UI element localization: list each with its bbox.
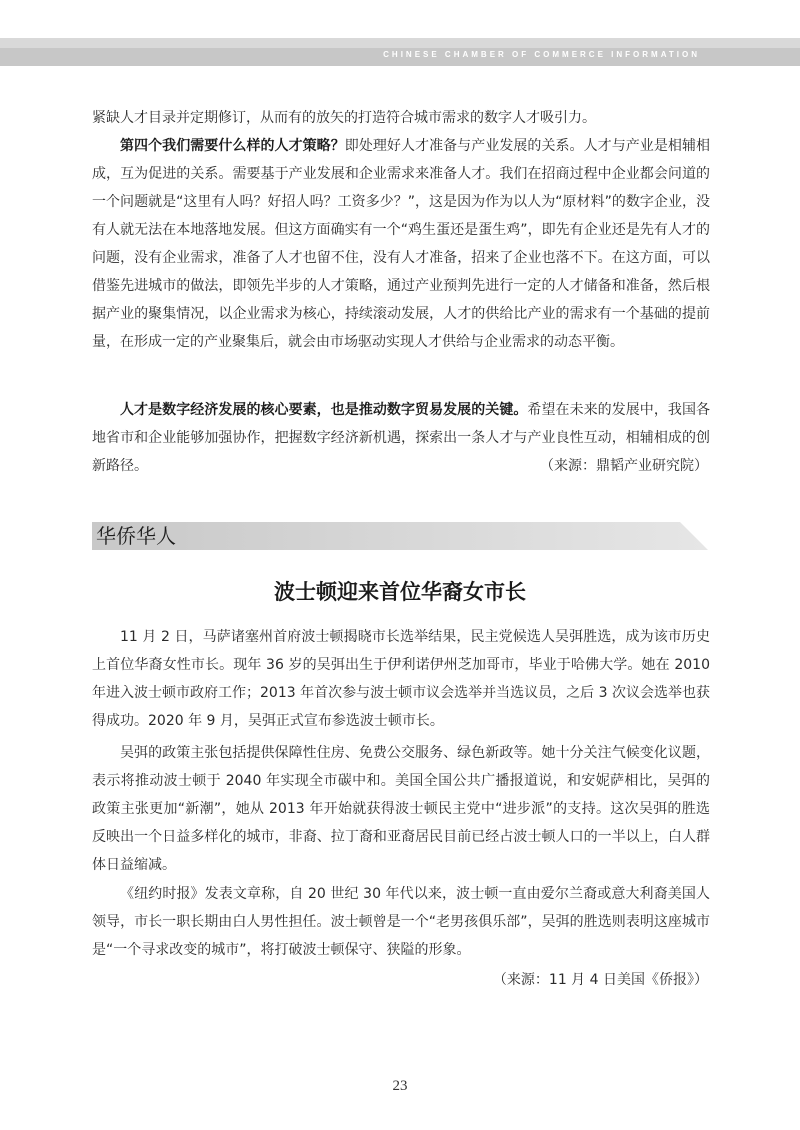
section-title: 华侨华人 bbox=[96, 524, 176, 548]
article-paragraph bbox=[92, 132, 710, 356]
article-title: 波士顿迎来首位华裔女市长 bbox=[274, 580, 526, 604]
section-header bbox=[92, 522, 708, 550]
paragraph-lead: 人才是数字经济发展的核心要素，也是推动数字贸易发展的关键。 bbox=[120, 402, 528, 418]
paragraph-body: 即处理好人才准备与产业发展的关系。人才与产业是相辅相成，互为促进的关系。需要基于产业发展和企业需求来准备人才。我们在招商过程中企业都会问道的一个问题就是“这里有人吗？好招人吗？工资多少？”，这是因为作为以人为“原材料”的数字企业，没有人就无法在本地落地发展。但这方面确实有一个“鸡生蛋还是蛋生鸡”，即先有企业还是先有人才的问题，没有企业需求，准备了人才也留不住，没有人才准备，招来了企业也落不下。在这方面，可以借鉴先进城市的做法，即领先半步的人才策略，通过产业预判先进行一定的人才储备和准备，然后根据产业的聚集情况，以企业需求为核心，持续滚动发展，人才的供给比产业的需求有一个基础的提前量，在形成一定的产业聚集后，就会由市场驱动实现人才供给与企业需求的动态平衡。 bbox=[92, 138, 710, 350]
article-paragraph: 紧缺人才目录并定期修订，从而有的放矢的打造符合城市需求的数字人才吸引力。 bbox=[92, 110, 596, 126]
article-paragraph: 吴弭的政策主张包括提供保障性住房、免费公交服务、绿色新政等。她十分关注气候变化议题，表示将推动波士顿于 2040 年实现全市碳中和。美国全国公共广播报道说，和安妮萨相比，吴弭的政策主张更加“新潮”，她从 2013 年开始就获得波士顿民主党中“进步派”的支持。这次吴弭的胜选反映出一个日益多样化的城市，非裔、拉丁裔和亚裔居民目前已经占波士顿人口的一半以上，白人群体日益缩减。 bbox=[92, 745, 710, 873]
source-citation: （来源：11 月 4 日美国《侨报》） bbox=[492, 972, 708, 988]
article-paragraph: 11 月 2 日，马萨诸塞州首府波士顿揭晓市长选举结果，民主党候选人吴弭胜选，成为该市历史上首位华裔女性市长。现年 36 岁的吴弭出生于伊利诺伊州芝加哥市，毕业于哈佛大学。她在 2010 年进入波士顿市政府工作；2013 年首次参与波士顿市议会选举并当选议员，之后 3 次议会选举也获得成功。2020 年 9 月，吴弭正式宣布参选波士顿市长。 bbox=[92, 629, 710, 729]
paragraph-body: 希望在未来的发展中，我国各地省市和企业能够加强协作，把握数字经济新机遇，探索出一条人才与产业良性互动，相辅相成的创新路径。 bbox=[92, 402, 711, 474]
publication-name: CHINESE CHAMBER OF COMMERCE INFORMATION bbox=[383, 50, 700, 59]
article-paragraph: 《纽约时报》发表文章称，自 20 世纪 30 年代以来，波士顿一直由爱尔兰裔或意大利裔美国人领导，市长一职长期由白人男性担任。波士顿曾是一个“老男孩俱乐部”，吴弭的胜选则表明这座城市是“一个寻求改变的城市”，将打破波士顿保守、狭隘的形象。 bbox=[92, 886, 710, 958]
header-band bbox=[0, 38, 800, 66]
paragraph-lead: 第四个我们需要什么样的人才策略？ bbox=[120, 138, 345, 154]
page-number: 23 bbox=[392, 1078, 408, 1094]
source-citation: （来源：鼎韬产业研究院） bbox=[540, 458, 708, 474]
